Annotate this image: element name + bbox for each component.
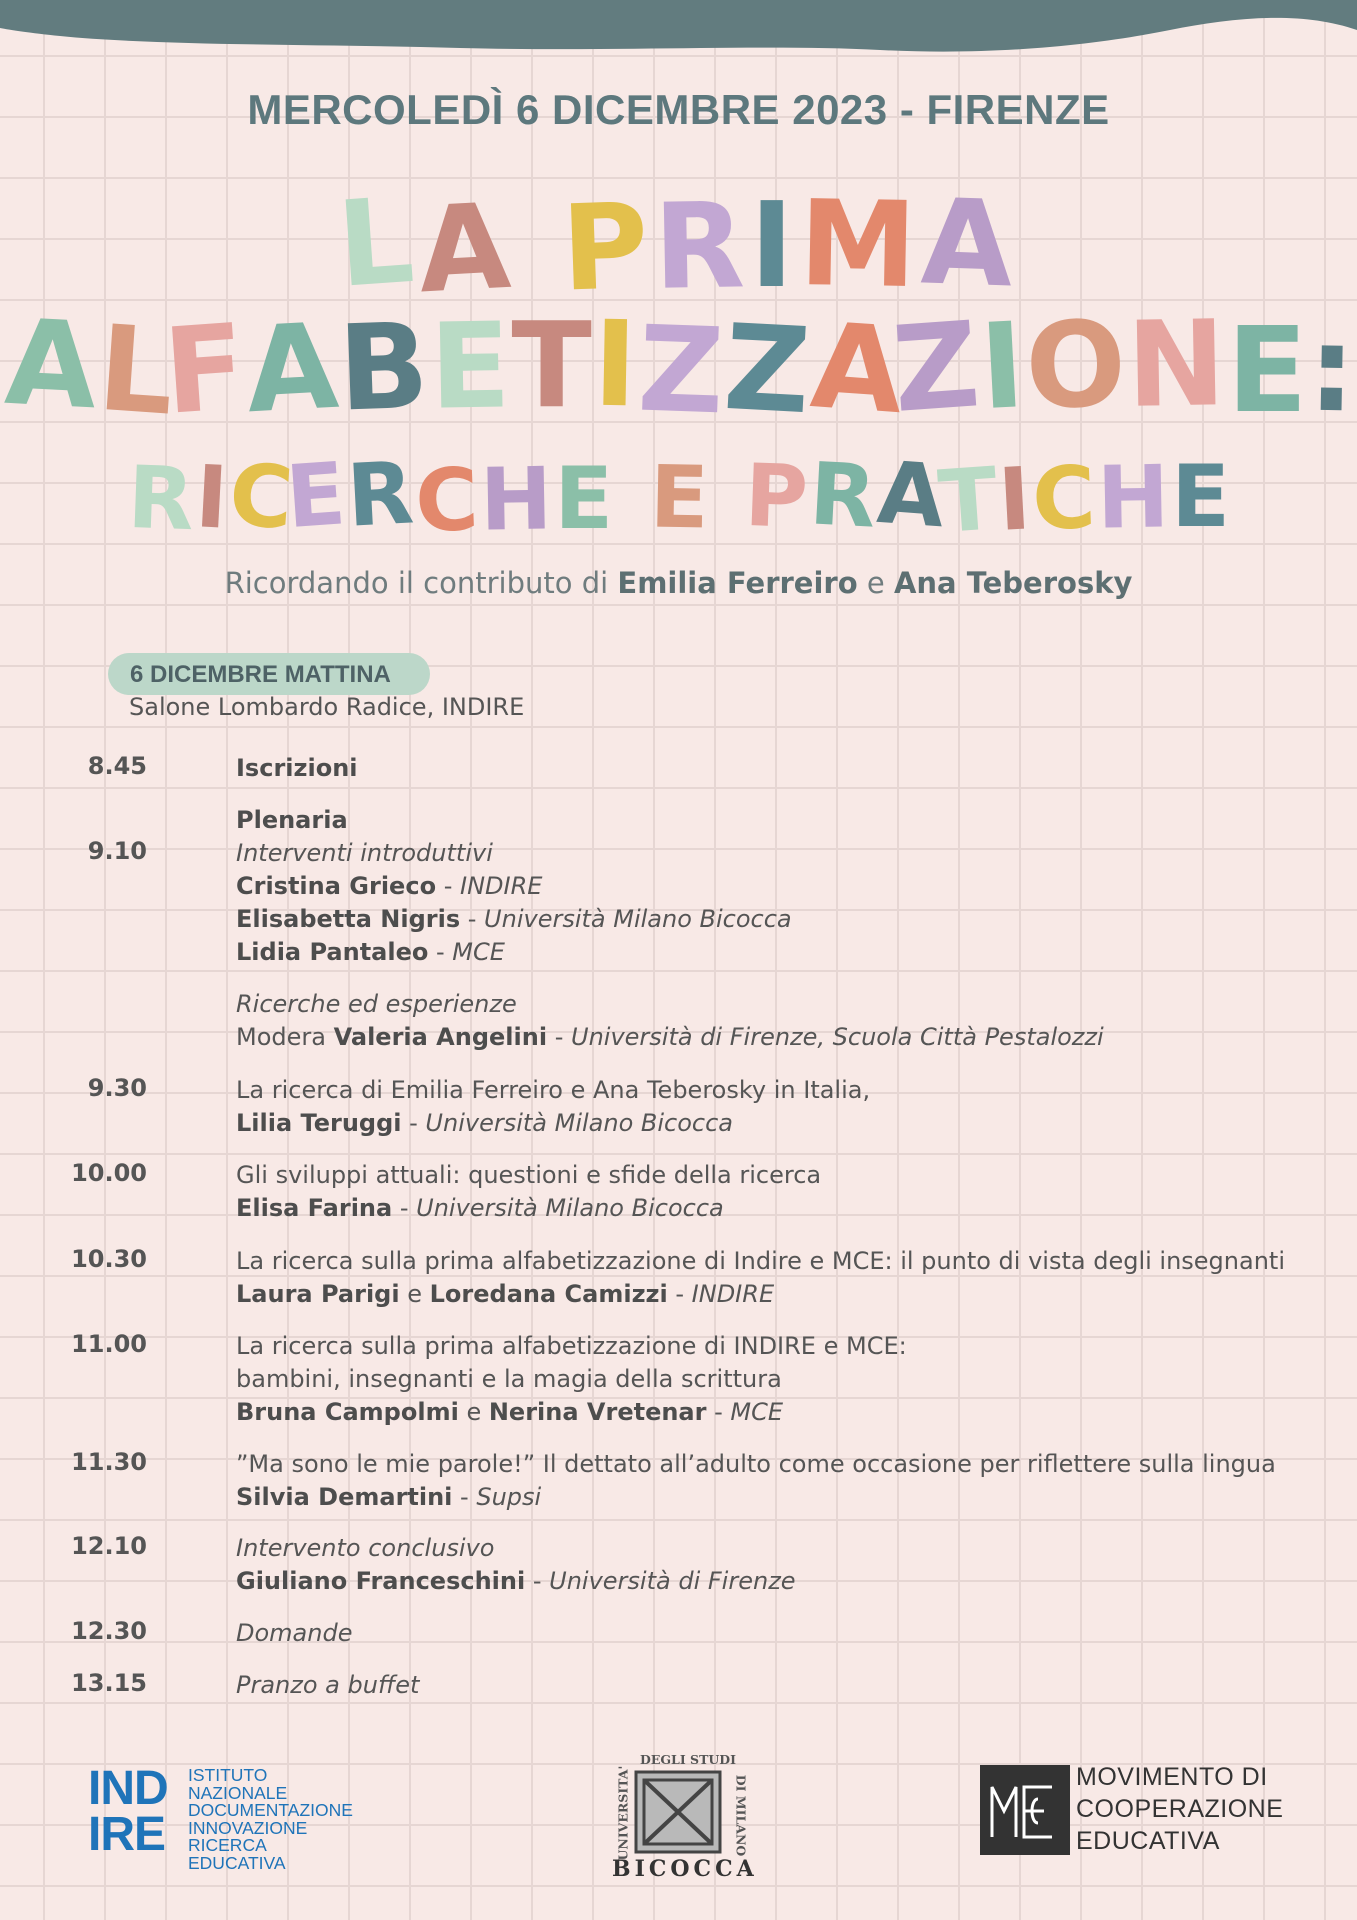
indire-logo-mark: IND IRE: [88, 1762, 168, 1861]
title-line-1: [0, 170, 1357, 320]
title-letter: E: [1171, 447, 1232, 547]
title-letter: L: [93, 298, 179, 442]
item-time: 13.15: [71, 1669, 147, 1697]
item-time: 10.30: [71, 1245, 147, 1273]
bicocca-right-text: DI MILANO: [733, 1774, 749, 1857]
title-letter: T: [511, 296, 592, 434]
item-time: 10.00: [71, 1159, 147, 1187]
title-letter: H: [1096, 447, 1172, 549]
event-date: MERCOLEDÌ 6 DICEMBRE 2023 - FIRENZE: [247, 86, 1110, 133]
title-letter: Z: [721, 297, 814, 441]
session-badge: 6 DICEMBRE MATTINA: [108, 653, 430, 695]
item-time: 12.30: [71, 1617, 147, 1645]
title-letter: Z: [888, 295, 984, 439]
indire-logo-text: ISTITUTO NAZIONALE DOCUMENTAZIONE INNOVAZIONE RICERCA EDUCATIVA: [188, 1765, 353, 1873]
title-letter: I: [193, 447, 232, 549]
title-letter: L: [332, 170, 422, 314]
item-body: Iscrizioni: [236, 754, 358, 782]
title-letter: A: [242, 296, 341, 440]
title-letter: N: [1125, 294, 1227, 434]
session-venue: Salone Lombardo Radice, INDIRE: [129, 693, 525, 721]
item-body: ”Ma sono le mie parole!” Il dettato all’adulto come occasione per riflettere sulla lingua Silvia Demartini - Supsi: [236, 1450, 1276, 1511]
item-body: Intervento conclusivo Giuliano Franceschini - Università di Firenze: [236, 1534, 796, 1595]
title-letter: R: [125, 447, 197, 551]
title-letter: E: [648, 447, 711, 549]
title-letter: F: [159, 297, 250, 441]
item-time: 8.45: [87, 752, 147, 780]
bicocca-left-text: UNIVERSITA': [615, 1765, 631, 1861]
subtitle: Ricordando il contributo di Emilia Ferreiro e Ana Teberosky: [224, 566, 1133, 600]
title-letter: C: [413, 449, 482, 553]
title-letter: C: [1030, 447, 1099, 551]
item-time: 9.10: [87, 837, 147, 865]
title-letter: I: [749, 176, 798, 314]
title-letter: I: [996, 449, 1035, 551]
bicocca-logo: [612, 1752, 758, 1888]
title-letter: R: [344, 443, 418, 547]
title-letter: C: [226, 445, 298, 550]
title-letter: I: [976, 296, 1028, 437]
title-letter: T: [934, 449, 1002, 554]
title-letter: O: [1022, 294, 1128, 436]
title-letter: A: [874, 442, 949, 548]
title-line-3: [0, 442, 1357, 554]
title-letter: A: [806, 296, 908, 441]
title-letter: A: [2, 292, 102, 436]
mce-logo-text: MOVIMENTO DI COOPERAZIONE EDUCATIVA: [1076, 1763, 1284, 1855]
title-letter: E: [428, 296, 512, 436]
title-letter: Z: [635, 299, 727, 441]
mce-logo-mark-icon: [980, 1765, 1070, 1855]
bicocca-top-text: DEGLI STUDI: [640, 1752, 736, 1767]
title-letter: E: [554, 449, 615, 549]
title-letter: B: [336, 296, 431, 438]
item-body: Gli sviluppi attuali: questioni e sfide della ricerca Elisa Farina - Università Milano Bicocca: [236, 1161, 822, 1222]
item-time: 12.10: [71, 1532, 147, 1560]
bicocca-emblem-icon: [634, 1770, 722, 1854]
item-body: Domande: [236, 1619, 353, 1647]
item-body: Pranzo a buffet: [236, 1671, 420, 1699]
title-letter: R: [652, 176, 750, 316]
item-body: La ricerca sulla prima alfabetizzazione di Indire e MCE: il punto di vista degli insegnanti Laura Parigi e Loredana Camizzi - INDIRE: [236, 1247, 1285, 1308]
title-letter: A: [414, 176, 518, 320]
item-time: 9.30: [87, 1074, 147, 1102]
title-letter: P: [559, 176, 655, 318]
item-body: La ricerca di Emilia Ferreiro e Ana Teberosky in Italia, Lilia Teruggi - Università Milano Bicocca: [236, 1076, 871, 1137]
title-letter: :: [1307, 299, 1357, 439]
bicocca-name: BICOCCA: [612, 1856, 758, 1882]
title-letter: H: [479, 449, 555, 551]
header-band: [0, 0, 1357, 80]
title-letter: E: [283, 444, 350, 549]
title-letter: P: [742, 445, 811, 549]
title-letter: E: [1226, 301, 1308, 439]
title-line-2: [0, 292, 1357, 442]
title-letter: M: [797, 173, 922, 315]
item-time: 11.00: [71, 1330, 147, 1358]
title-letter: I: [591, 294, 639, 434]
title-letter: A: [919, 172, 1020, 314]
item-body: Plenaria Interventi introduttivi Cristina Grieco - INDIRE Elisabetta Nigris - Università Milano Bicocca Lidia Pantaleo - MCE: [236, 806, 792, 966]
item-body: Ricerche ed esperienze Modera Valeria Angelini - Università di Firenze, Scuola Città Pestalozzi: [236, 990, 1104, 1051]
item-time: 11.30: [71, 1448, 147, 1476]
item-body: La ricerca sulla prima alfabetizzazione di INDIRE e MCE: bambini, insegnanti e la magia della scrittura Bruna Campolmi e Nerina Vretenar - MCE: [236, 1332, 907, 1426]
title-letter: R: [806, 444, 880, 548]
